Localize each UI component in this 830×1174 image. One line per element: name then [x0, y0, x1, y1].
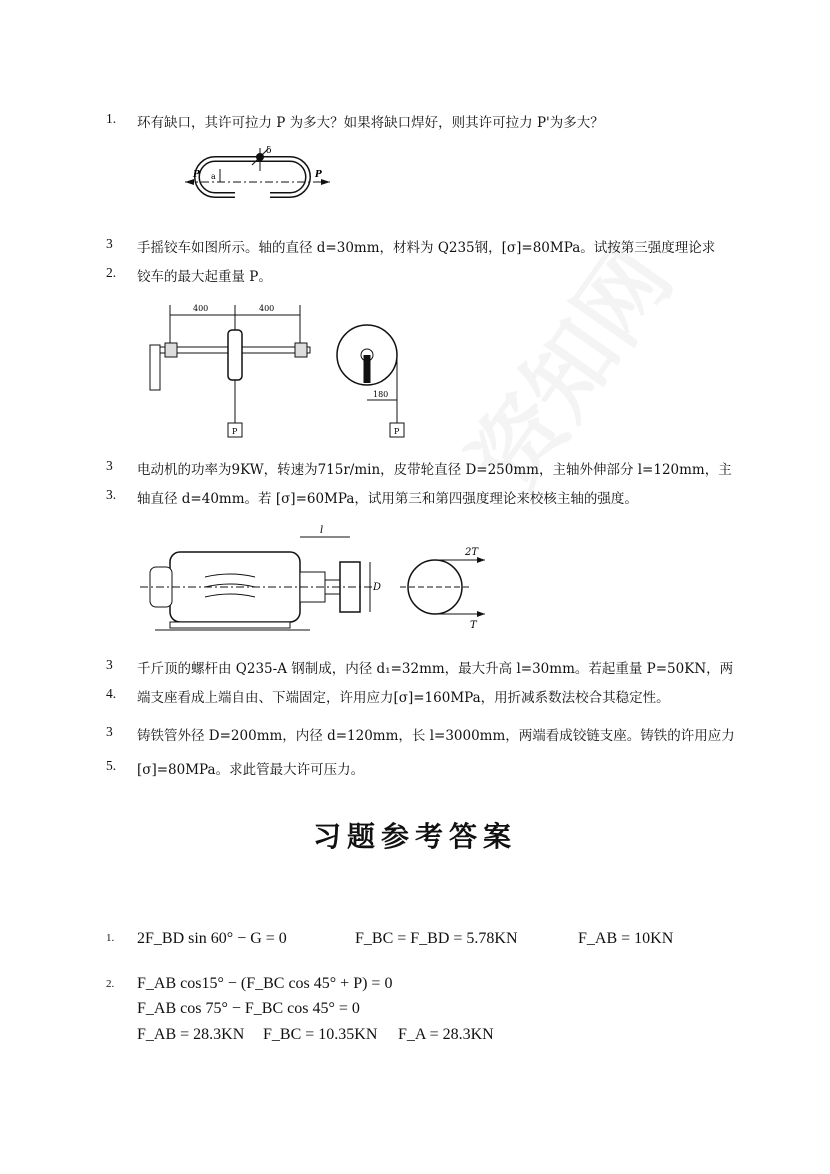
- force-label: 2T: [465, 547, 479, 558]
- problem-text: 铸铁管外径 D=200mm，内径 d=120mm，长 l=3000mm，两端看成铰链支座。铸铁的许用应力: [137, 728, 735, 744]
- motor-figure: [140, 522, 500, 637]
- problem-text: 手摇铰车如图所示。轴的直径 d=30mm，材料为 Q235钢，[σ]=80MPa。试按第三强度理论求: [137, 240, 716, 256]
- equation: F_BC = F_BD = 5.78KN: [355, 930, 518, 947]
- problem-number: 1.: [106, 111, 117, 126]
- problem-text: 端支座看成上端自由、下端固定，许用应力[σ]=160MPa，用折减系数法校合其稳定性。: [137, 690, 670, 706]
- answers-title: 习题参考答案: [312, 820, 517, 853]
- problem-text: 轴直径 d=40mm。若 [σ]=60MPa，试用第三和第四强度理论来校核主轴的强度。: [137, 491, 638, 507]
- problem-text: [σ]=80MPa。求此管最大许可压力。: [137, 762, 365, 778]
- load-label: P: [394, 427, 400, 436]
- answer-number: 1.: [106, 932, 115, 944]
- problem-text: 铰车的最大起重量 P。: [137, 269, 272, 285]
- answer-number: 2.: [106, 978, 115, 990]
- angle-label: a: [211, 172, 216, 181]
- load-label: P: [232, 427, 238, 436]
- problem-number: 3: [106, 724, 113, 739]
- problem-text: 电动机的功率为9KW，转速为715r/min，皮带轮直径 D=250mm，主轴外伸部分 l=120mm，主: [137, 462, 732, 478]
- problem-number: 4.: [106, 686, 117, 701]
- diameter-label: D: [373, 582, 382, 593]
- dimension-label: 400: [259, 304, 275, 313]
- problem-text: 千斤顶的螺杆由 Q235-A 钢制成，内径 d₁=32mm，最大升高 l=30mm。若起重量 P=50KN，两: [137, 661, 734, 677]
- equation: F_AB cos 75° − F_BC cos 45° = 0: [137, 1000, 360, 1017]
- ring-notch-figure: [180, 145, 340, 215]
- problem-text: 环有缺口，其许可拉力 P 为多大？如果将缺口焊好，则其许可拉力 P'为多大？: [137, 115, 604, 131]
- problem-number: 5.: [106, 758, 117, 773]
- equation: F_AB = 10KN: [578, 930, 674, 947]
- force-label: P: [315, 170, 322, 180]
- equation: F_BC = 10.35KN: [263, 1026, 378, 1043]
- problem-number: 3: [106, 458, 113, 473]
- problem-number: 2.: [106, 265, 117, 280]
- dimension-label: 400: [193, 304, 209, 313]
- equation: F_A = 28.3KN: [398, 1026, 494, 1043]
- equation: 2F_BD sin 60° − G = 0: [137, 930, 287, 947]
- problem-number: 3: [106, 236, 113, 251]
- equation: F_AB = 28.3KN: [137, 1026, 245, 1043]
- dimension-label: 180: [373, 390, 389, 399]
- force-label: T: [470, 620, 477, 631]
- delta-label: δ: [266, 146, 272, 156]
- force-label: P: [193, 170, 200, 180]
- length-label: l: [320, 525, 324, 536]
- problem-number: 3: [106, 657, 113, 672]
- equation: F_AB cos15° − (F_BC cos 45° + P) = 0: [137, 975, 393, 992]
- winch-figure: [135, 295, 425, 445]
- problem-number: 3.: [106, 487, 117, 502]
